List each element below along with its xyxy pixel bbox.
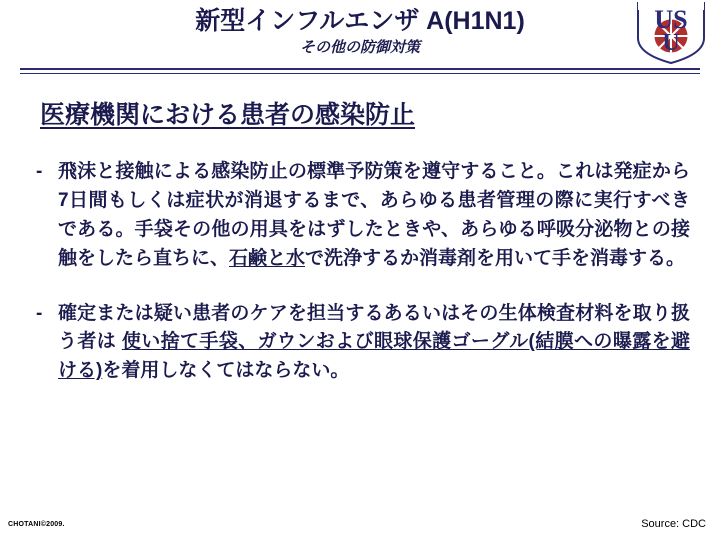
section-heading: 医療機関における患者の感染防止	[40, 101, 416, 129]
usu-logo-icon	[634, 2, 708, 64]
bullet-marker: -	[36, 302, 43, 324]
bullet-list	[30, 158, 690, 412]
header-divider-bottom	[20, 73, 700, 74]
bullet-text	[58, 158, 690, 274]
slide-title: 新型インフルエンザ A(H1N1)	[195, 7, 525, 35]
slide-subtitle: その他の防御対策	[299, 39, 420, 56]
header-divider-top	[20, 68, 700, 70]
bullet-text-segment-underlined: 石鹸と水	[229, 247, 306, 269]
list-item	[30, 158, 690, 274]
copyright-notice: CHOTANI©2009.	[8, 521, 65, 528]
svg-text:US: US	[654, 5, 688, 34]
slide-header	[0, 0, 720, 72]
svg-text:U: U	[662, 30, 680, 56]
list-item	[30, 300, 690, 387]
bullet-text	[58, 300, 690, 387]
bullet-text-segment-underlined: 使い捨て手袋、ガウンおよび眼球保護ゴーグル(結膜への曝露を避ける)	[58, 331, 691, 382]
bullet-text-segment: 確定または疑い患者のケアを担当するあるいはその生体検査材料を取り扱う者は	[58, 302, 690, 353]
bullet-marker: -	[36, 161, 43, 182]
bullet-text-segment: で洗浄するか消毒剤を用いて手を消毒する。	[305, 247, 686, 269]
source-citation: Source: CDC	[641, 518, 706, 530]
bullet-text-segment: 飛沫と接触による感染防止の標準予防策を遵守すること。これは発症から7日間もしくは症状が消退するまで、あらゆる患者管理の際に実行すべきである。手袋その他の用具をはずしたときや、あらゆる呼吸分泌物との接触をしたら直ちに、	[58, 161, 690, 269]
bullet-text-segment: を着用しなくてはならない。	[102, 360, 350, 382]
